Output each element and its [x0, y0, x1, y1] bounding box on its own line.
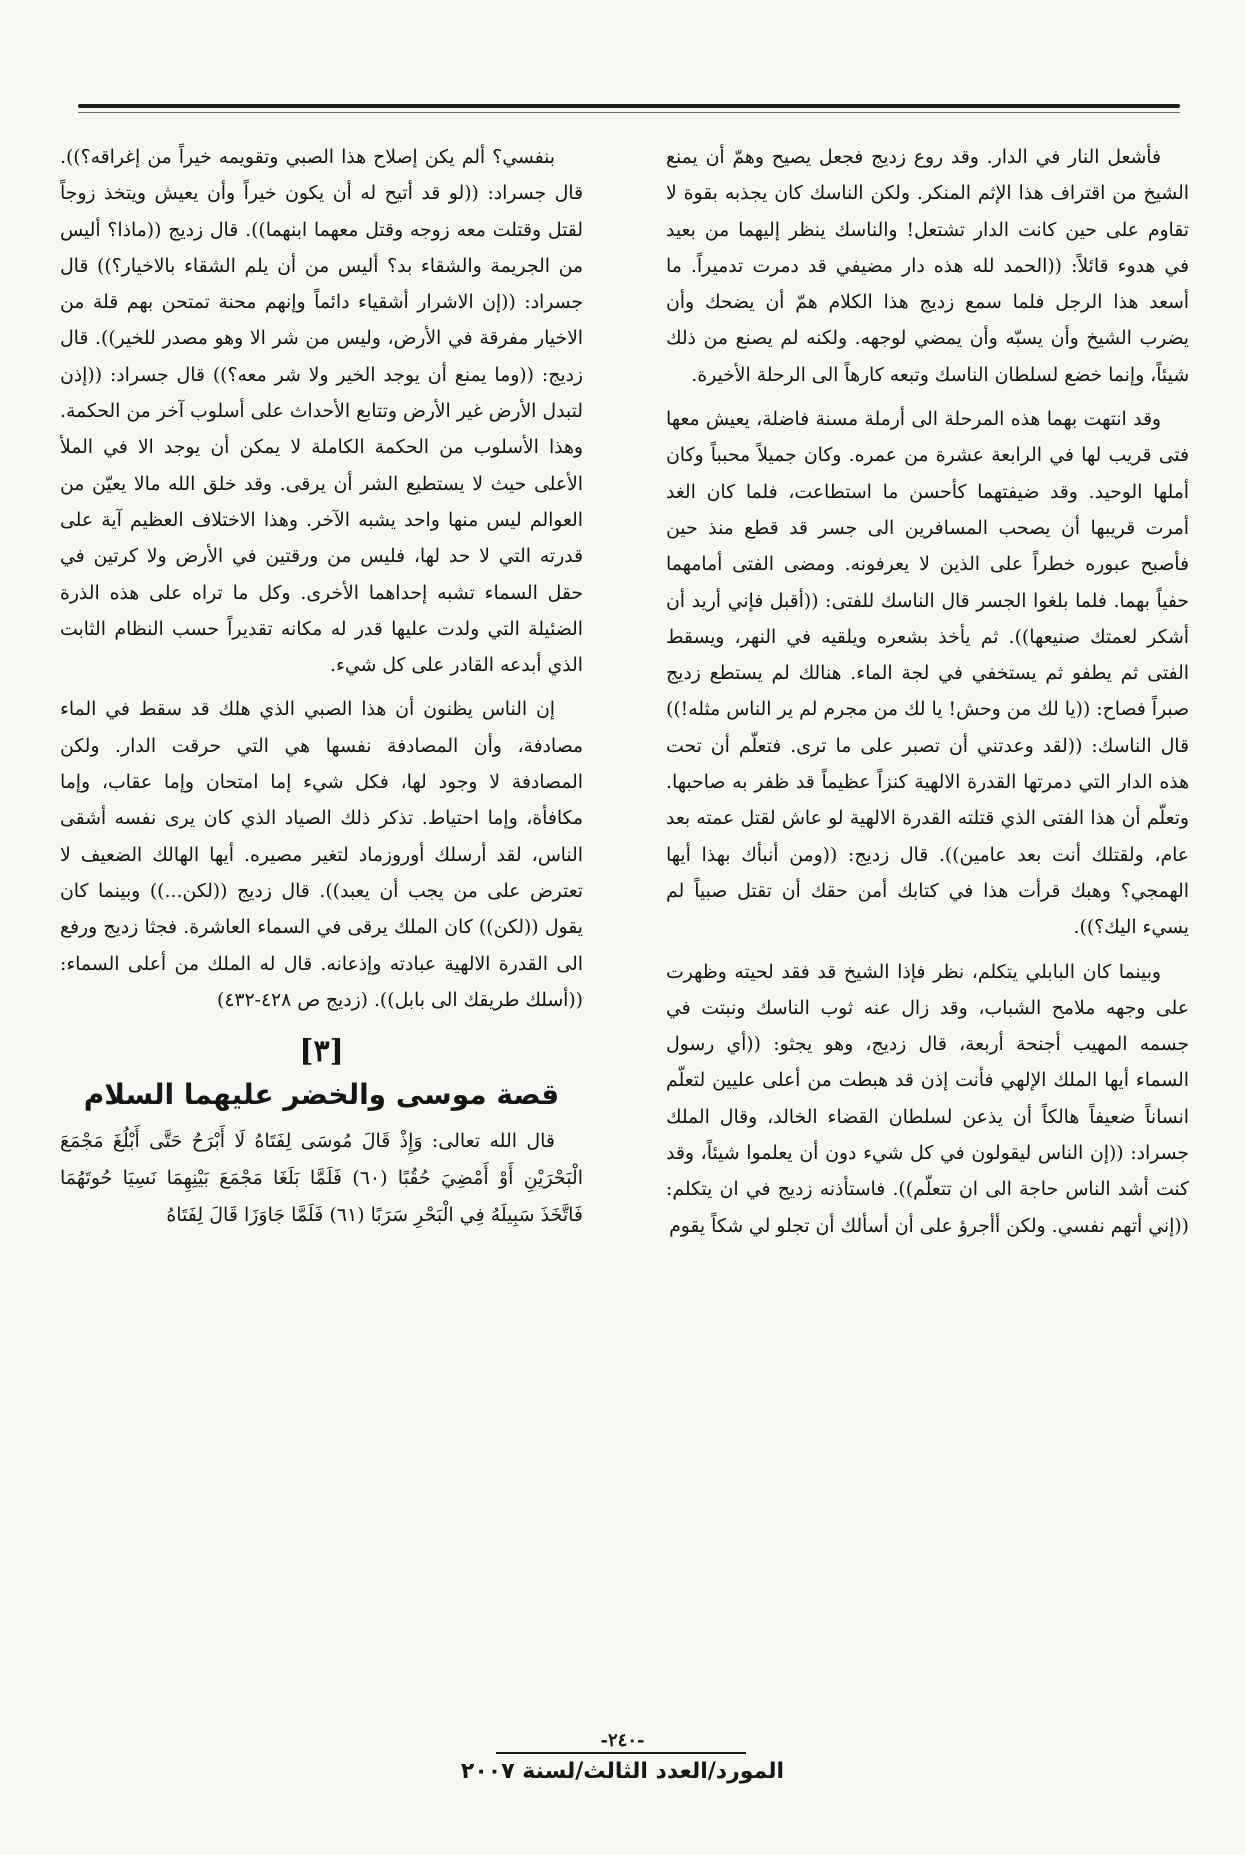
section-number: [٣] — [299, 1034, 344, 1070]
left-paragraph-1: بنفسي؟ ألم يكن إصلاح هذا الصبي وتقويمه خيراً من إغراقه؟)). قال جسراد: ((لو قد أتيح له أن يكون خيراً وأن يعيش ويتخذ زوجاً لقتل وقتلت معه زوجه وقتل معهما ابنهما)). قال زديج ((ماذا؟ أليس من الجريمة والشقاء بد؟ أليس من أن يلم الشقاء بالاخيار؟)) قال جسراد: ((إن الاشرار أشقياء دائماً وإنهم محنة تمتحن بهم قلة من الاخيار مفرقة في الأرض، وليس من شر الا وهو مصدر للخير)). قال زديج: ((وما يمنع أن يوجد الخير ولا شر معه؟)) قال جسراد: ((إذن لتبدل الأرض غير الأرض وتتابع الأحداث على أسلوب آخر من الحكمة. وهذا الأسلوب من الحكمة الكاملة لا يمكن أن يوجد الا في الملأ الأعلى حيث لا يستطيع الشر أن يرقى. وقد خلق الله مالا يعيّن من العوالم ليس منها واحد يشبه الآخر. وهذا الاختلاف العظيم آية على قدرته التي لا حد لها، فليس من ورقتين في الأرض ولا كرتين في حقل السماء تشبه إحداهما الأخرى. وكل ما تراه على هذه الذرة الضئيلة التي ولدت عليها قدر له مكانه تقديراً حسب النظام الثابت الذي أبدعه القادر على كل شيء. — [60, 147, 583, 677]
section-title: قصة موسى والخضر عليهما السلام — [83, 1078, 560, 1112]
page-number: -٢٤٠- — [600, 1730, 645, 1751]
header-rule-thin — [78, 112, 1180, 113]
right-paragraph-2: وقد انتهت بهما هذه المرحلة الى أرملة مسنة فاضلة، يعيش معها فتى قريب لها في الرابعة عشرة من عمره. وكان جميلاً محبباً وكان أملها الوحيد. وقد ضيفتهما كأحسن ما استطاعت، فلما كان الغد أمرت قريبها أن يصحب المسافرين الى جسر قد قطع منذ حين فأصبح عبوره خطراً على الذين لا يعرفونه. ومضى الفتى أمامهما حفياً بهما. فلما بلغوا الجسر قال الناسك للفتى: ((أقبل فإني أريد أن أشكر لعمتك صنيعها)). ثم يأخذ بشعره ويلقيه في النهر، ويسقط الفتى ثم يطفو ثم يستخفي في لجة الماء. هنالك لم يستطع زديج صبراً فصاح: ((يا لك من وحش! يا لك من مجرم لم ير الناس مثله!)) قال الناسك: ((لقد وعدتني أن تصبر على ما ترى. فتعلّم أن تحت هذه الدار التي دمرتها القدرة الالهية كنزاً عظيماً قد ظفر به صاحبها. وتعلّم أن هذا الفتى الذي قتلته القدرة الالهية لو عاش لقتل عمته بعد عام، ولقتلك أنت بعد عامين)). قال زديج: ((ومن أنبأك بهذا أيها الهمجي؟ وهبك قرأت هذا في كتابك أمن حقك أن تقتل صبياً لم يسيء اليك؟)). — [666, 409, 1189, 939]
right-paragraph-3: وبينما كان البابلي يتكلم، نظر فإذا الشيخ قد فقد لحيته وظهرت على وجهه ملامح الشباب، وقد زال عنه ثوب الناسك ونبتت في جسمه المهيب أجنحة أربعة، قال زديج، وهو يجثو: ((أي رسول السماء أيها الملك الإلهي فأنت إذن قد هبطت من أعلى عليين لتعلّم انساناً ضعيفاً هالكاً أن يذعن لسلطان القضاء الخالد، وقال الملك جسراد: ((إن الناس ليقولون في كل شيء دون أن يعلموا شيئاً، وقد كنت أشد الناس حاجة الى ان تتعلّم)). فاستأذنه زديج في ان يتكلم: ((إني أتهم نفسي. ولكن أأجرؤ على أن أسألك أن تجلو لي شكاً يقوم — [666, 961, 1189, 1237]
footer-rule — [496, 1752, 746, 1754]
left-paragraph-2: إن الناس يظنون أن هذا الصبي الذي هلك قد سقط في الماء مصادفة، وأن المصادفة نفسها هي التي حرقت الدار. ولكن المصادفة لا وجود لها، فكل شيء إما امتحان وإما عقاب، وإما مكافأة، وإما احتياط. تذكر ذلك الصياد الذي كان يرى نفسه أشقى الناس، لقد أرسلك أوروزماد لتغير مصيره. أيها الهالك الضعيف لا تعترض على من يجب أن يعبد)). قال زديج ((لكن...)) وبينما كان يقول ((لكن)) كان الملك يرقى في السماء العاشرة. فجثا زديج ورفع الى القدرة الالهية عبادته وإذعانه. قال له الملك من أعلى السماء: ((أسلك طريقك الى بابل)). (زديج ص ٤٢٨-٤٣٢) — [60, 699, 583, 1011]
right-paragraph-1: فأشعل النار في الدار. وقد روع زديج فجعل يصيح وهمّ أن يمنع الشيخ من اقتراف هذا الإثم المنكر. ولكن الناسك كان يجذبه بقوة لا تقاوم على حين كانت الدار تشتعل! والناسك ينظر إليهما من بعيد في هدوء قائلاً: ((الحمد لله هذه دار مضيفي قد دمرت تدميراً. ما أسعد هذا الرجل فلما سمع زديج هذا الكلام همّ أن يضحك وأن يضرب الشيخ وأن يسبّه وأن يمضي لوجهه. ولكنه لم يصنع من ذلك شيئاً، وإنما خضع لسلطان الناسك وتبعه كارهاً الى الرحلة الأخيرة. — [666, 147, 1189, 386]
header-rule — [78, 104, 1180, 108]
quran-verse: قال الله تعالى: وَإِذْ قَالَ مُوسَى لِفَتَاهُ لَا أَبْرَحُ حَتَّى أَبْلُغَ مَجْمَعَ الْبَحْرَيْنِ أَوْ أَمْضِيَ حُقُبًا (٦٠) فَلَمَّا بَلَغَا مَجْمَعَ بَيْنِهِمَا نَسِيَا حُوتَهُمَا فَاتَّخَذَ سَبِيلَهُ فِي الْبَحْرِ سَرَبًا (٦١) فَلَمَّا جَاوَزَا قَالَ لِفَتَاهُ — [60, 1130, 583, 1227]
left-column — [60, 140, 583, 1855]
right-column — [666, 140, 1189, 1855]
journal-footer: المورد/العدد الثالث/لسنة ٢٠٠٧ — [460, 1759, 785, 1784]
